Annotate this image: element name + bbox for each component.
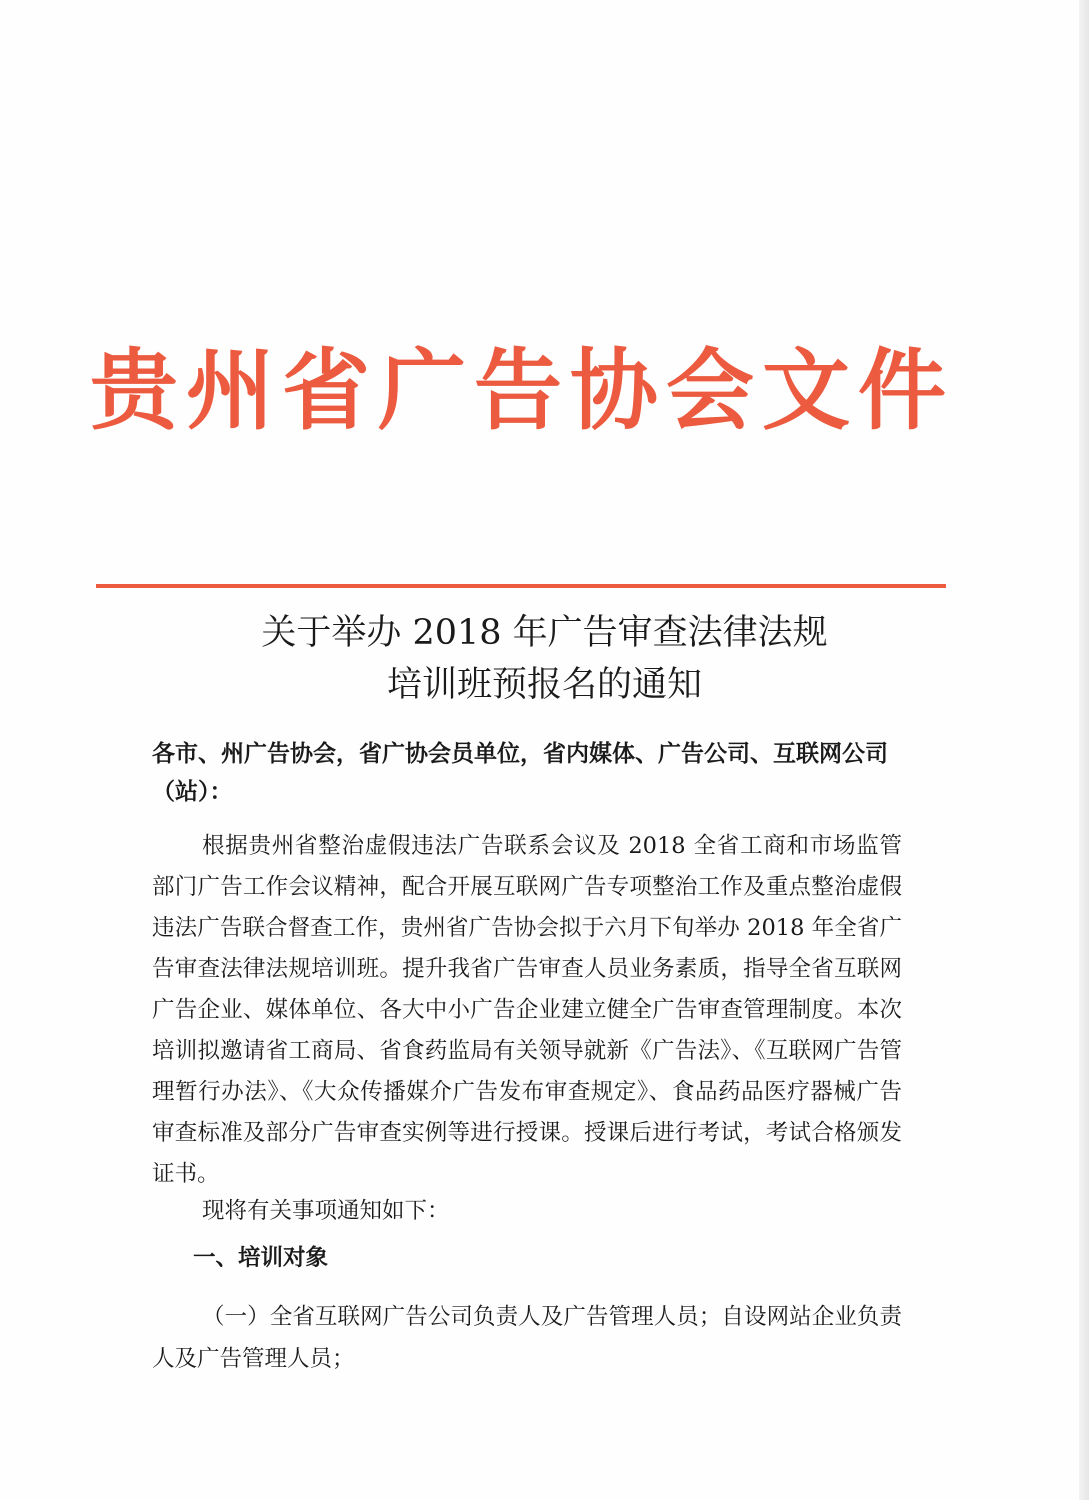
section-item-1: （一）全省互联网广告公司负责人及广告管理人员；自设网站企业负责人及广告管理人员； [152, 1304, 902, 1372]
body-paragraph: 根据贵州省整治虚假违法广告联系会议及 2018 全省工商和市场监管部门广告工作会议精神，配合开展互联网广告专项整治工作及重点整治虚假违法广告联合督查工作，贵州省广告协会拟于六月下旬举办 2018 年全省广告审查法律法规培训班。提升我省广告审查人员业务素质，指导全省互联网广告企业、媒体单位、各大中小广告企业建立健全广告审查管理制度。本次培训拟邀请省工商局、省食药监局有关领导就新《广告法》、《互联网广告管理暂行办法》、《大众传播媒介广告发布审查规定》、食品药品医疗器械广告审查标准及部分广告审查实例等进行授课。授课后进行考试，考试合格颁发证书。 [152, 833, 902, 1187]
red-divider-line [96, 584, 946, 588]
document-title [0, 608, 1089, 710]
document-title-line2: 培训班预报名的通知 [386, 665, 702, 705]
document-title-line1: 关于举办 2018 年广告审查法律法规 [261, 613, 828, 653]
notice-line: 现将有关事项通知如下： [202, 1198, 450, 1224]
section-heading-training-target: 一、培训对象 [193, 1245, 329, 1271]
scan-edge [1079, 0, 1089, 1500]
org-header-title: 贵州省广告协会文件 [90, 338, 950, 442]
recipients-line: 各市、州广告协会，省广协会员单位，省内媒体、广告公司、互联网公司（站）： [152, 741, 888, 805]
